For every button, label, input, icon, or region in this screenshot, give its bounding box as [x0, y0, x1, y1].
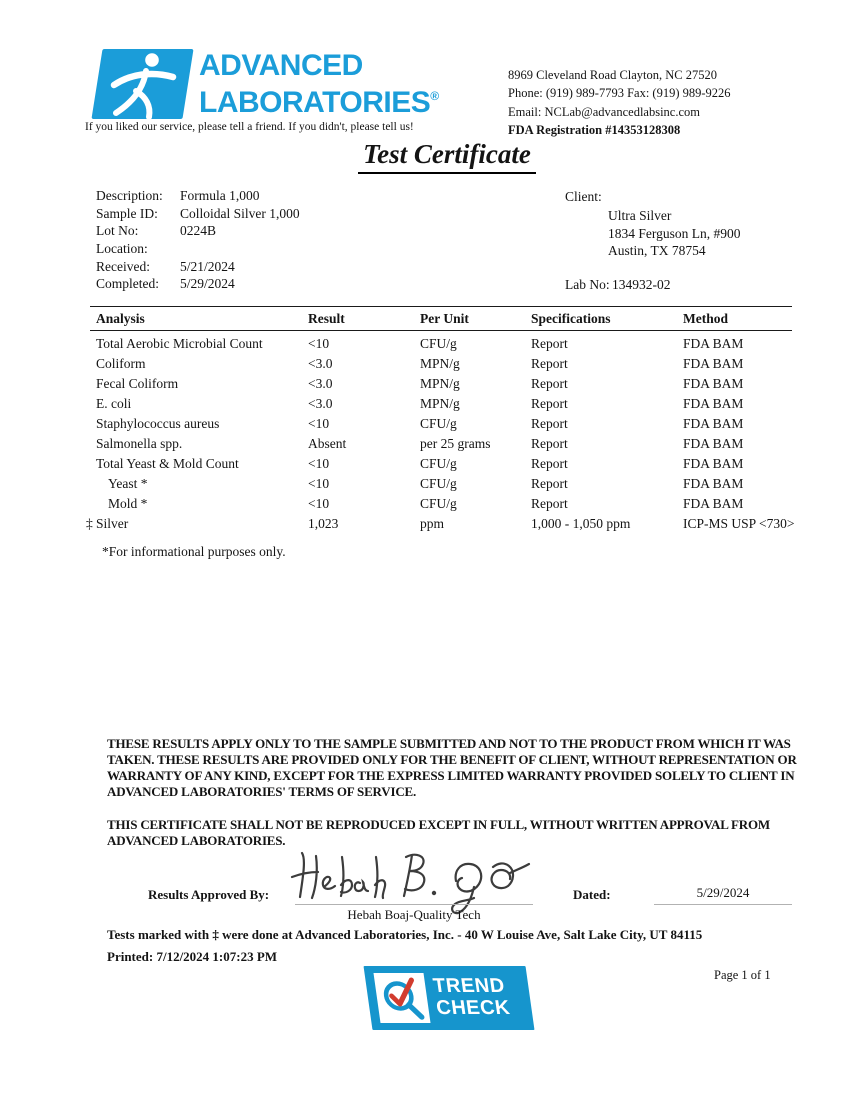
client-city: Austin, TX 78754: [608, 243, 706, 259]
cell-specifications: Report: [531, 336, 568, 351]
offsite-test-marker: ‡: [86, 516, 93, 531]
cell-analysis: Yeast *: [108, 476, 148, 491]
cell-method: FDA BAM: [683, 476, 744, 491]
cell-result: <3.0: [308, 396, 333, 411]
table-header-rule: [90, 330, 792, 331]
cell-result: <10: [308, 496, 330, 511]
cell-method: FDA BAM: [683, 336, 744, 351]
cell-specifications: Report: [531, 436, 568, 451]
cell-method: FDA BAM: [683, 456, 744, 471]
magnifier-check-icon: [373, 973, 430, 1023]
cell-per-unit: per 25 grams: [420, 436, 491, 451]
info-value: 5/21/2024: [180, 258, 235, 274]
lab-no-label: Lab No:: [565, 277, 610, 292]
dated-label: Dated:: [573, 887, 611, 902]
trend-check-wordmark: [432, 975, 512, 1019]
cell-specifications: Report: [531, 396, 568, 411]
service-tagline: If you liked our service, please tell a friend. If you didn't, please tell us!: [85, 121, 414, 133]
col-header-specifications: Specifications: [531, 311, 611, 326]
cell-specifications: Report: [531, 416, 568, 431]
cell-analysis: E. coli: [96, 396, 132, 411]
cell-analysis: Fecal Coliform: [96, 376, 179, 391]
cell-specifications: Report: [531, 356, 568, 371]
client-label: Client:: [565, 189, 602, 204]
cell-result: <10: [308, 416, 330, 431]
lab-contact-block: [508, 66, 731, 140]
table-top-rule: [90, 306, 792, 307]
leaping-person-icon: [92, 46, 192, 122]
page-title: Test Certificate: [358, 139, 536, 174]
cell-result: <10: [308, 476, 330, 491]
info-label: Sample ID:: [96, 205, 158, 221]
tests-location-note: Tests marked with ‡ were done at Advanced Laboratories, Inc. - 40 W Louise Ave, Salt Lake City, UT 84115: [107, 927, 703, 942]
cell-analysis: Staphylococcus aureus: [96, 416, 220, 431]
lab-email: Email: NCLab@advancedlabsinc.com: [508, 104, 701, 119]
trend-line1: TREND: [431, 975, 507, 997]
informational-footnote: *For informational purposes only.: [102, 544, 286, 559]
approval-date: 5/29/2024: [696, 885, 750, 900]
info-row-description: [96, 188, 300, 206]
info-label: Completed:: [96, 276, 159, 292]
cell-analysis: Total Aerobic Microbial Count: [96, 336, 263, 351]
col-header-per-unit: Per Unit: [420, 311, 469, 326]
cell-per-unit: MPN/g: [420, 356, 460, 371]
cell-result: <10: [308, 336, 330, 351]
advanced-laboratories-wordmark: [199, 50, 439, 118]
cell-method: FDA BAM: [683, 496, 744, 511]
page-number: Page 1 of 1: [714, 968, 771, 982]
cell-analysis: Total Yeast & Mold Count: [96, 456, 239, 471]
cell-specifications: Report: [531, 376, 568, 391]
signature-line: [295, 904, 533, 905]
signer-name-title: Hebah Boaj-Quality Tech: [347, 907, 481, 922]
cell-specifications: 1,000 - 1,050 ppm: [531, 516, 631, 531]
cell-analysis: Salmonella spp.: [96, 436, 183, 451]
cell-method: FDA BAM: [683, 416, 744, 431]
col-header-result: Result: [308, 311, 345, 326]
cell-per-unit: MPN/g: [420, 396, 460, 411]
cell-analysis: Mold *: [108, 496, 148, 511]
lab-address: 8969 Cleveland Road Clayton, NC 27520: [508, 68, 718, 82]
cell-per-unit: CFU/g: [420, 336, 457, 351]
cell-method: FDA BAM: [683, 356, 744, 371]
lab-no-value: 134932-02: [612, 277, 671, 292]
cell-analysis: Coliform: [96, 356, 146, 371]
cell-analysis: Silver: [96, 516, 129, 531]
info-label: Received:: [96, 258, 150, 274]
col-header-method: Method: [683, 311, 728, 326]
client-address-block: [608, 207, 741, 260]
cell-method: FDA BAM: [683, 396, 744, 411]
cell-method: ICP-MS USP <730>: [683, 516, 795, 531]
info-row-location: [96, 241, 300, 259]
info-label: Location:: [96, 241, 148, 257]
info-row-completed: [96, 276, 300, 294]
cell-per-unit: CFU/g: [420, 416, 457, 431]
cell-specifications: Report: [531, 476, 568, 491]
cell-per-unit: CFU/g: [420, 476, 457, 491]
cell-result: 1,023: [308, 516, 339, 531]
lab-phone-fax: Phone: (919) 989-7793 Fax: (919) 989-9226: [508, 86, 731, 101]
date-line: [654, 904, 792, 905]
logo-line2: LABORATORIES: [199, 86, 431, 119]
cell-specifications: Report: [531, 496, 568, 511]
fda-registration: FDA Registration #14353128308: [508, 123, 681, 138]
trend-check-badge: [373, 973, 430, 1023]
client-street: 1834 Ferguson Ln, #900: [608, 225, 741, 241]
info-value: Formula 1,000: [180, 188, 260, 203]
cell-result: <3.0: [308, 376, 333, 391]
info-value: 0224B: [180, 223, 217, 239]
cell-result: <10: [308, 456, 330, 471]
registered-mark: ®: [430, 89, 440, 103]
info-label: Description:: [96, 188, 163, 203]
info-value: Colloidal Silver 1,000: [180, 205, 300, 221]
printed-timestamp: Printed: 7/12/2024 1:07:23 PM: [107, 949, 278, 964]
logo-line1: ADVANCED: [199, 49, 363, 82]
results-approved-by-label: Results Approved By:: [148, 887, 270, 902]
sample-info-block: [96, 188, 300, 294]
trend-check-logo: [364, 966, 535, 1030]
disclaimer-paragraph-1: THESE RESULTS APPLY ONLY TO THE SAMPLE SUBMITTED AND NOT TO THE PRODUCT FROM WHICH IT WAS TAKEN. THESE RESULTS ARE PROVIDED ONLY FOR THE BENEFIT OF CLIENT, WITHOUT REPRESENTATION OR WARRANTY OF ANY KIND, EXCEPT FOR THE EXPRESS LIMITED WARRANTY PROVIDED SOLELY TO CLIENT IN ADVANCED LABORATORIES' TERMS OF SERVICE.: [107, 736, 797, 799]
cell-method: FDA BAM: [683, 436, 744, 451]
info-row-sample-id: [96, 206, 300, 224]
info-row-lot-no: [96, 223, 300, 241]
info-label: Lot No:: [96, 223, 139, 239]
disclaimer-paragraph-2: THIS CERTIFICATE SHALL NOT BE REPRODUCED EXCEPT IN FULL, WITHOUT WRITTEN APPROVAL FROM ADVANCED LABORATORIES.: [107, 817, 770, 848]
cell-per-unit: CFU/g: [420, 496, 457, 511]
document-title-wrap: [0, 139, 850, 174]
info-row-received: [96, 259, 300, 277]
cell-per-unit: MPN/g: [420, 376, 460, 391]
client-name: Ultra Silver: [608, 208, 672, 223]
cell-result: <3.0: [308, 356, 333, 371]
cell-method: FDA BAM: [683, 376, 744, 391]
trend-line2: CHECK: [434, 997, 512, 1019]
cell-specifications: Report: [531, 456, 568, 471]
col-header-analysis: Analysis: [96, 311, 145, 326]
info-value: 5/29/2024: [180, 276, 235, 292]
cell-per-unit: CFU/g: [420, 456, 457, 471]
cell-result: Absent: [308, 436, 347, 451]
cell-per-unit: ppm: [420, 516, 445, 531]
